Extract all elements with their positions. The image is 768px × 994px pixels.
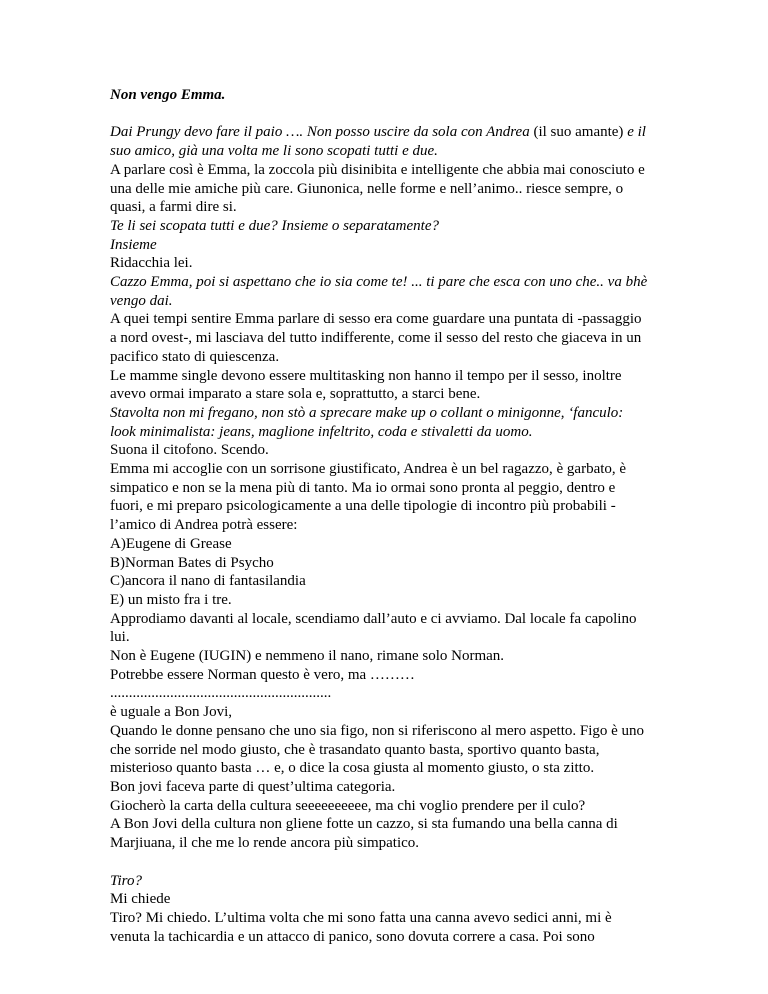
text-line (110, 123, 670, 142)
text-run: Suona il citofono. Scendo. (110, 442, 269, 459)
text-line (110, 909, 670, 928)
text-run: Le mamme single devono essere multitasking non hanno il tempo per il sesso, inoltre (110, 367, 622, 384)
text-line (110, 329, 670, 348)
text-run: A parlare così è Emma, la zoccola più disinibita e intelligente che abbia mai conosciuto e (110, 161, 645, 178)
text-run: Marjiuana, il che me lo rende ancora più simpatico. (110, 835, 420, 852)
text-run: Tiro? Mi chiedo. L’ultima volta che mi sono fatta una canna avevo sedici anni, mi è (110, 909, 612, 926)
text-line (110, 591, 670, 610)
document-page (110, 86, 670, 946)
text-line (110, 385, 670, 404)
text-run: l’amico di Andrea potrà essere: (110, 517, 298, 534)
text-run: E) un misto fra i tre. (110, 591, 232, 608)
text-line (110, 236, 670, 255)
text-line (110, 161, 670, 180)
text-line (110, 516, 670, 535)
text-line (110, 310, 670, 329)
text-run: che sorride nel modo giusto, che è trasandato quanto basta, sportivo quanto basta, (110, 741, 600, 758)
text-run: è uguale a Bon Jovi, (110, 704, 233, 721)
text-run: A)Eugene di Grease (110, 535, 232, 552)
text-line (110, 554, 670, 573)
text-line (110, 741, 670, 760)
text-run: venuta la tachicardia e un attacco di panico, sono dovuta correre a casa. Poi sono (110, 928, 595, 945)
text-line (110, 348, 670, 367)
text-line (110, 684, 670, 703)
text-run: Bon jovi faceva parte di quest’ultima categoria. (110, 779, 396, 795)
text-line (110, 666, 670, 685)
paragraph-gap (110, 853, 670, 872)
paragraph-gap (110, 105, 670, 124)
text-run: una delle mie amiche più care. Giunonica, nelle forme e nell’animo.. riesce sempre, o (110, 180, 624, 197)
text-line (110, 815, 670, 834)
document-title: Non vengo Emma. (110, 87, 226, 103)
text-line (110, 890, 670, 909)
text-line (110, 628, 670, 647)
text-run: Emma mi accoglie con un sorrisone giustificato, Andrea è un bel ragazzo, è garbato, è (110, 461, 627, 478)
text-run: C)ancora il nano di fantasilandia (110, 573, 306, 590)
text-line (110, 535, 670, 554)
text-run: look minimalista: jeans, maglione infeltrito, coda e stivaletti da uomo. (110, 423, 533, 440)
text-run: fuori, e mi preparo psicologicamente a una delle tipologie di incontro più probabili - (110, 498, 616, 515)
text-run: A quei tempi sentire Emma parlare di sesso era come guardare una puntata di -passaggio (110, 311, 642, 328)
text-run: Stavolta non mi fregano, non stò a sprecare make up o collant o minigonne, ‘fanculo: (110, 404, 624, 421)
text-run: misterioso quanto basta … e, o dice la cosa giusta al momento giusto, o sta zitto. (110, 760, 595, 777)
text-run: Cazzo Emma, poi si aspettano che io sia come te! ... ti pare che esca con uno che.. va bhè (110, 274, 648, 291)
text-run: avevo ormai imparato a stare sola e, soprattutto, a starci bene. (110, 386, 481, 403)
text-line (110, 273, 670, 292)
text-run: Non è Eugene (IUGIN) e nemmeno il nano, rimane solo Norman. (110, 648, 505, 665)
text-line (110, 647, 670, 666)
text-line (110, 180, 670, 199)
text-run: Potrebbe essere Norman questo è vero, ma ……… (110, 666, 415, 683)
text-line (110, 797, 670, 816)
text-run: a nord ovest-, mi lasciava del tutto indifferente, come il sesso del resto che giaceva in un (110, 330, 642, 347)
text-line (110, 367, 670, 386)
text-line (110, 834, 670, 853)
document-body (110, 123, 670, 946)
text-line (110, 479, 670, 498)
text-line (110, 928, 670, 947)
text-run: (il suo amante) (529, 124, 628, 141)
text-line (110, 404, 670, 423)
text-run: suo amico, già una volta me li sono scopati tutti e due. (110, 143, 438, 160)
text-line (110, 423, 670, 442)
text-run: Approdiamo davanti al locale, scendiamo dall’auto e ci avviamo. Dal locale fa capolino (110, 610, 637, 627)
text-line (110, 778, 670, 797)
text-line (110, 142, 670, 161)
text-line (110, 254, 670, 273)
text-run: Ridacchia lei. (110, 255, 193, 272)
text-run: Dai Prungy devo fare il paio …. Non posso uscire da sola con Andrea (110, 124, 530, 141)
text-run: Giocherò la carta della cultura seeeeeeeeee, ma chi voglio prendere per il culo? (110, 797, 586, 814)
text-line (110, 497, 670, 516)
text-run: Te li sei scopata tutti e due? Insieme o separatamente? (110, 217, 439, 234)
text-line (110, 441, 670, 460)
text-run: simpatico e non se la mena più di tanto. Ma io ormai sono pronta al peggio, dentro e (110, 479, 616, 496)
text-line (110, 217, 670, 236)
text-run: ........................................................... (110, 685, 332, 702)
text-run: e il (627, 124, 646, 141)
text-run: Insieme (110, 236, 157, 253)
text-run: quasi, a farmi dire si. (110, 199, 237, 216)
text-line (110, 572, 670, 591)
text-line (110, 292, 670, 311)
text-line (110, 610, 670, 629)
text-run: pacifico stato di quiescenza. (110, 348, 280, 365)
text-line (110, 460, 670, 479)
text-run: Mi chiede (110, 891, 171, 908)
text-line (110, 722, 670, 741)
text-run: vengo dai. (110, 292, 173, 309)
text-run: A Bon Jovi della cultura non gliene fotte un cazzo, si sta fumando una bella canna di (110, 816, 618, 833)
text-run: Quando le donne pensano che uno sia figo, non si riferiscono al mero aspetto. Figo è uno (110, 722, 645, 739)
text-line (110, 703, 670, 722)
text-run: Tiro? (110, 872, 142, 889)
text-line (110, 872, 670, 891)
text-line (110, 198, 670, 217)
text-run: B)Norman Bates di Psycho (110, 554, 274, 571)
text-run: lui. (110, 629, 130, 646)
text-line (110, 759, 670, 778)
